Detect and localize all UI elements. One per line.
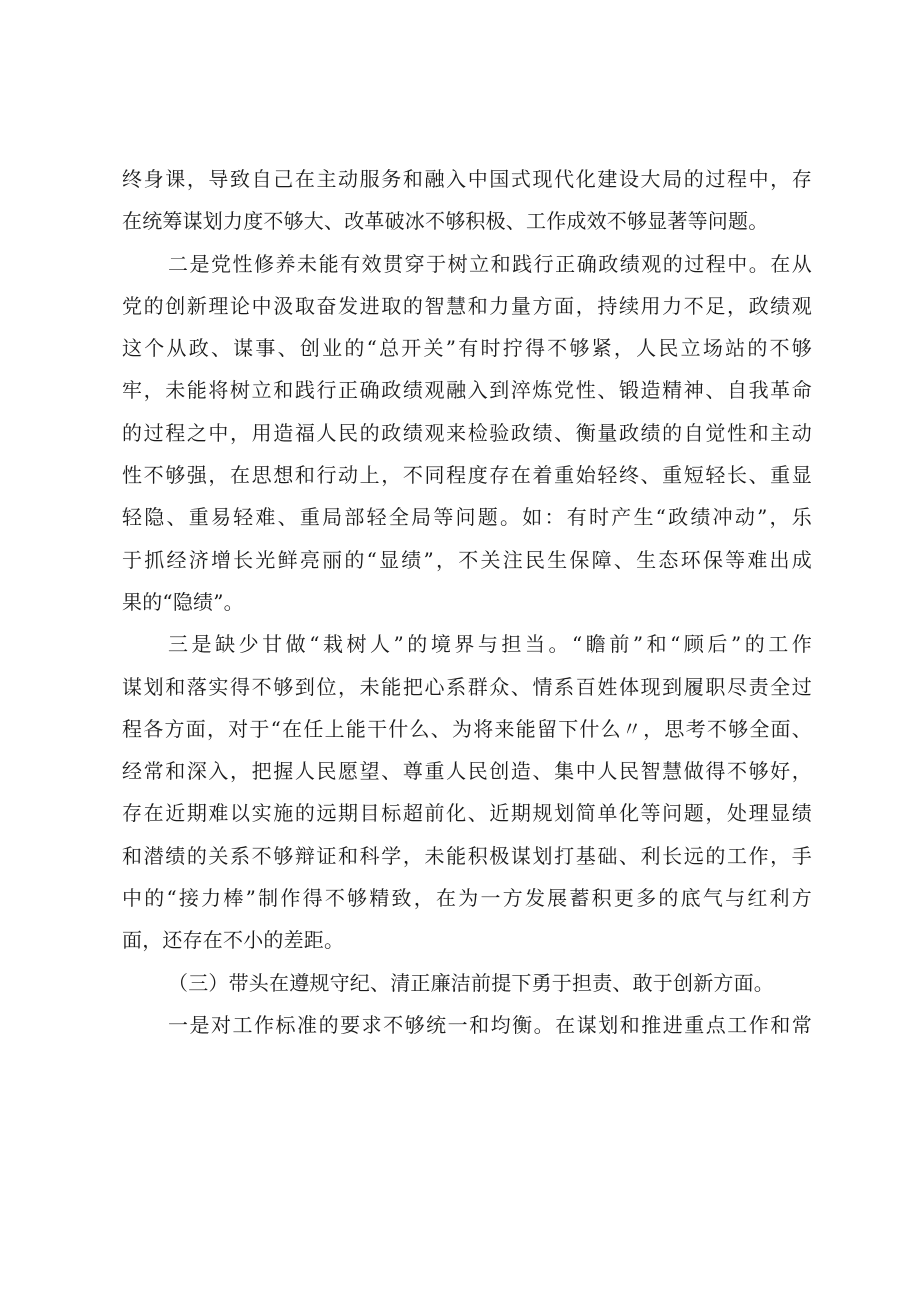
text-line: 轻隐、重易轻难、重局部轻全局等问题。如：有时产生“政绩冲动”，乐 <box>122 505 812 530</box>
text-line: 面，还存在不小的差距。 <box>122 928 345 953</box>
text-line: 的过程之中，用造福人民的政绩观来检验政绩、衡量政绩的自觉性和主动 <box>122 420 812 445</box>
text-line: 谋划和落实得不够到位，未能把心系群众、情系百姓体现到履职尽责全过 <box>122 674 812 699</box>
text-line: 这个从政、谋事、创业的“总开关”有时拧得不够紧，人民立场站的不够 <box>122 336 812 361</box>
text-line: 在统筹谋划力度不够大、改革破冰不够积极、工作成效不够显著等问题。 <box>122 209 769 234</box>
text-line: 二是党性修养未能有效贯穿于树立和践行正确政绩观的过程中。在从 <box>168 251 812 276</box>
body-text <box>122 158 812 1046</box>
text-line: 中的“接力棒”制作得不够精致，在为一方发展蓄积更多的底气与红利方 <box>122 886 812 911</box>
text-line: 终身课，导致自己在主动服务和融入中国式现代化建设大局的过程中，存 <box>122 167 812 191</box>
text-line: 程各方面，对于“在任上能干什么、为将来能留下什么〃，思考不够全面、 <box>122 716 812 741</box>
text-line: 果的“隐绩”。 <box>122 589 244 614</box>
text-line: 三是缺少甘做“栽树人”的境界与担当。“瞻前”和“顾后”的工作 <box>168 632 812 657</box>
text-line: 于抓经济增长光鲜亮丽的“显绩”，不关注民生保障、生态环保等难出成 <box>122 547 812 572</box>
text-line: 经常和深入，把握人民愿望、尊重人民创造、集中人民智慧做得不够好， <box>122 759 812 784</box>
text-line: 存在近期难以实施的远期目标超前化、近期规划简单化等问题，处理显绩 <box>122 801 812 826</box>
text-line: 性不够强，在思想和行动上，不同程度存在着重始轻终、重短轻长、重显 <box>122 463 812 488</box>
text-line: 牢，未能将树立和践行正确政绩观融入到淬炼党性、锻造精神、自我革命 <box>122 378 812 403</box>
text-line: 党的创新理论中汲取奋发进取的智慧和力量方面，持续用力不足，政绩观 <box>122 293 812 318</box>
text-line: 和潜绩的关系不够辩证和科学，未能积极谋划打基础、利长远的工作，手 <box>122 843 812 868</box>
text-line: 一是对工作标准的要求不够统一和均衡。在谋划和推进重点工作和常 <box>168 1012 812 1037</box>
text-line: （三）带头在遵规守纪、清正廉洁前提下勇于担责、敢于创新方面。 <box>168 970 774 995</box>
